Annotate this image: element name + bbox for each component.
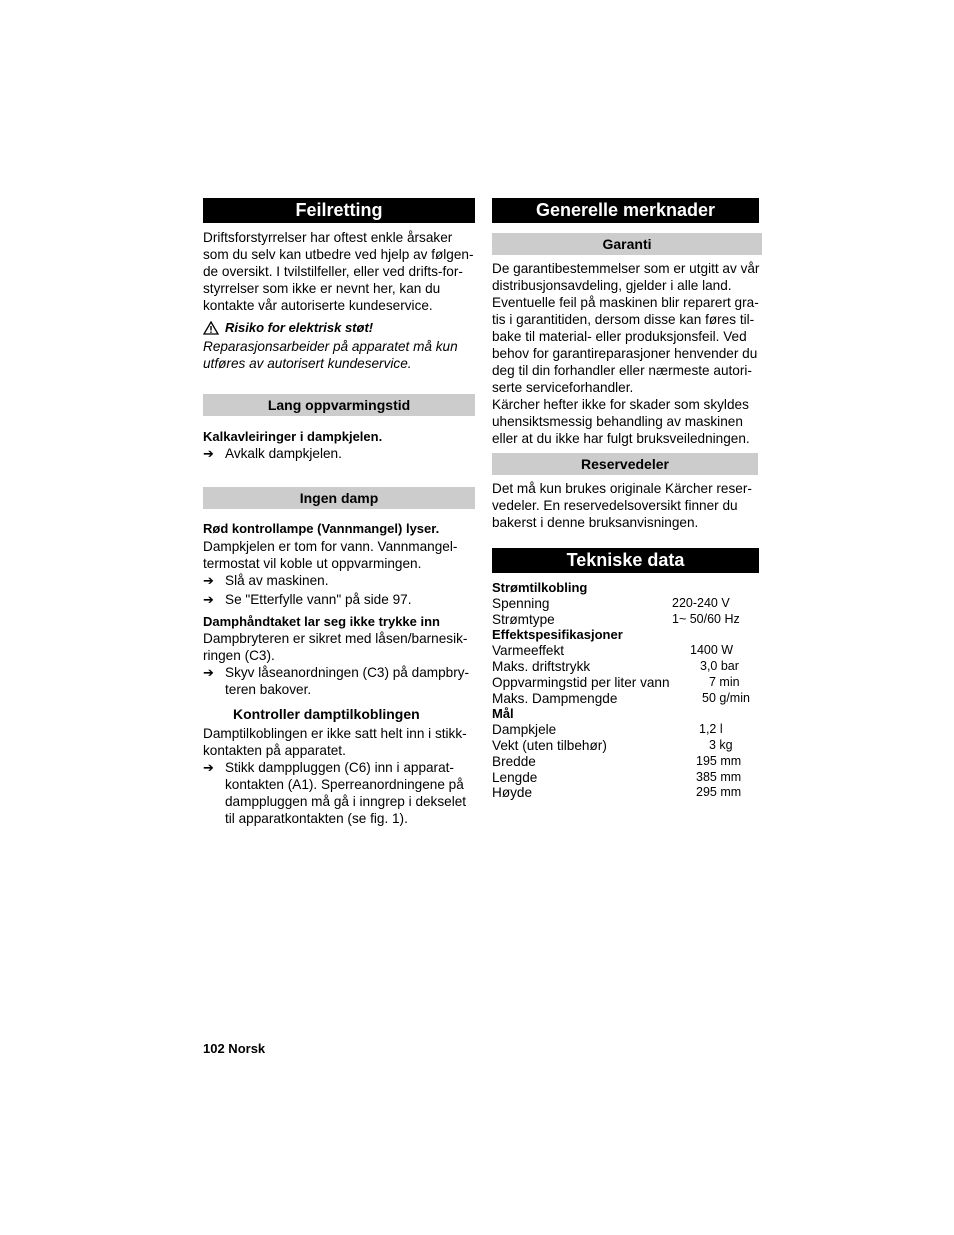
tech-row: Dampkjele 1,2 l [492,722,723,738]
arrow-right-icon: ➔ [203,446,214,461]
warning-line [203,319,475,336]
text-damptilkoblingen: Damptilkoblingen er ikke satt helt inn i stikk-kontakten på apparatet. [203,726,467,758]
tech-row: Strømtype 1~ 50/60 Hz [492,611,740,627]
step-sla-av [203,572,475,589]
heading-kontroller: Kontroller damptilkoblingen [233,706,420,722]
right-column [492,198,762,801]
reservedeler-text: Det må kun brukes originale Kärcher reser-vedeler. En reservedelsoversikt finner du bakerst i denne bruksanvisningen. [492,481,752,530]
step-text: Stikk damppluggen (C6) inn i apparat-kontakten (A1). Sperreanordningene på damppluggen må gå i inngrep i dekselet til apparatkontakten (se fig. 1). [225,760,467,826]
tech-row: Oppvarmingstid per liter vann 7 min [492,674,740,690]
text-dampkjelen-tom: Dampkjelen er tom for vann. Vannmangel-termostat vil koble ut oppvarmingen. [203,539,458,571]
cause-kalk: Kalkavleiringer i dampkjelen. [203,429,383,444]
tech-group-row: Strømtilkobling [492,580,588,595]
heading-ingen-damp: Ingen damp [203,487,475,509]
step-stikk [203,759,475,827]
heading-feilretting: Feilretting [203,198,475,223]
tech-row: Vekt (uten tilbehør) 3 kg [492,737,733,753]
tech-group-row: Effektspesifikasjoner [492,627,623,643]
tech-row: Bredde 195 mm [492,753,742,769]
text-dampbryteren: Dampbryteren er sikret med låsen/barnesik-ringen (C3). [203,631,468,663]
cause-rod-lampe: Rød kontrollampe (Vannmangel) lyser. [203,521,440,536]
heading-reservedeler: Reservedeler [492,453,758,475]
arrow-right-icon: ➔ [203,665,214,680]
warning-title: Risiko for elektrisk støt! [225,320,374,335]
heading-generelle-merknader: Generelle merknader [492,198,759,223]
step-avkalk [203,445,475,462]
tech-row: Spenning 220-240 V [492,595,730,611]
step-text: Slå av maskinen. [225,573,329,588]
heading-lang-oppvarmingstid: Lang oppvarmingstid [203,394,475,416]
step-se-etterfylle [203,591,475,608]
tech-row: Maks. Dampmengde 50 g/min [492,690,750,706]
left-column [203,198,475,827]
intro-text: Driftsforstyrrelser har oftest enkle årsaker som du selv kan utbedre ved hjelp av følgen-de oversikt. I tvilstilfeller, eller ved drifts-for-styrrelser som ikke er nevnt her, kan du kontakte vår autoriserte kundeservice. [203,230,474,313]
heading-garanti: Garanti [492,233,762,255]
arrow-right-icon: ➔ [203,592,214,607]
tech-group-row: Mål [492,706,514,722]
arrow-right-icon: ➔ [203,573,214,588]
tech-row: Lengde 385 mm [492,769,742,785]
cause-damphandtak: Damphåndtaket lar seg ikke trykke inn [203,614,440,629]
warning-text: Reparasjonsarbeider på apparatet må kun utføres av autorisert kundeservice. [203,339,458,371]
tech-row: Varmeeffekt 1400 W [492,643,734,659]
warning-triangle-icon [203,321,219,335]
step-text: Skyv låseanordningen (C3) på dampbry-teren bakover. [225,665,470,697]
arrow-right-icon: ➔ [203,760,214,775]
garanti-text: De garantibestemmelser som er utgitt av vår distribusjonsavdeling, gjelder i alle land. Eventuelle feil på maskinen blir reparert gra-tis i garantitiden, dersom disse kan føres til-bake til material- eller produksjonsfeil. Ved behov for garantireparasjoner henvender du deg til din forhandler eller nærmeste autori-serte serviceforhandler. [492,261,760,395]
step-text: Se "Etterfylle vann" på side 97. [225,592,412,607]
step-text: Avkalk dampkjelen. [225,446,342,461]
page-footer: 102 Norsk [203,1041,266,1056]
karcher-text: Kärcher hefter ikke for skader som skyldes uhensiktsmessig behandling av maskinen eller at du ikke har fulgt bruksveiledningen. [492,397,750,446]
tech-table [492,580,762,801]
step-skyv [203,664,475,698]
tech-row: Høyde 295 mm [492,785,742,801]
heading-tekniske-data: Tekniske data [492,548,759,573]
tech-row: Maks. driftstrykk 3,0 bar [492,658,739,674]
